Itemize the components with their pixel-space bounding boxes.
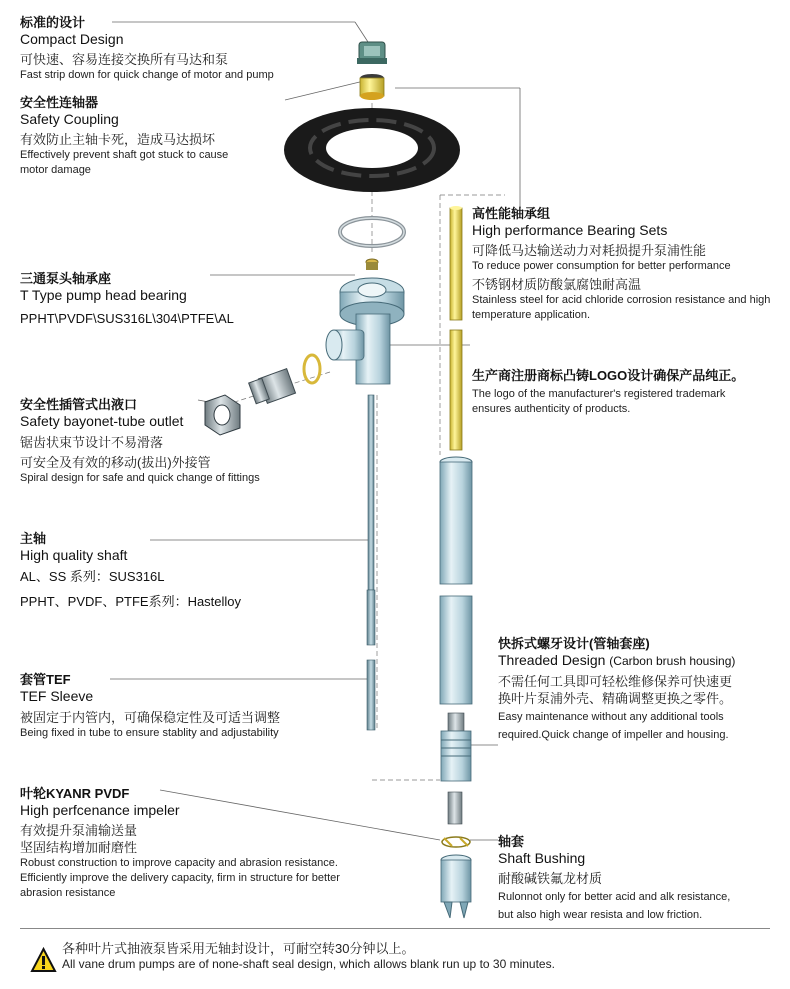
bayonet-desc-cn-2: 可安全及有效的移动(拔出)外接管 [20,455,211,470]
compact-desc-cn: 可快速、容易连接交换所有马达和泵 [20,52,229,67]
bushing-desc-en-1: Rulonnot only for better acid and alk resistance, [498,891,731,903]
shaft-title-cn: 主轴 [20,531,47,546]
logo-desc-en-1: The logo of the manufacturer's registered trademark [472,388,726,400]
bottom-pump-housing [441,855,471,918]
bushing-title-cn: 轴套 [498,834,525,849]
threaded-design-block [498,635,788,743]
threaded-desc-en-1: Easy maintenance without any additional tools [498,711,724,723]
compact-design-block [20,14,274,83]
impeller-desc-en-3: abrasion resistance [20,887,116,899]
threaded-title-en-line [498,652,788,670]
shaft-title-en: High quality shaft [20,547,128,563]
threaded-desc-cn-1: 不需任何工具即可轻松维修保养可快速更 [498,674,733,689]
t-type-block [20,270,234,327]
impeller-desc-en-2: Efficiently improve the delivery capacity, firm in structure for better [20,872,340,884]
gasket-ring [284,108,460,192]
bearing-desc-en-2b: temperature application. [472,309,591,321]
impeller-part [442,837,470,847]
bearing-title-en: High performance Bearing Sets [472,222,668,238]
bushing-title-en: Shaft Bushing [498,850,586,866]
compact-title-en: Compact Design [20,31,124,47]
footer-warning [62,940,555,972]
tpump-materials: PPHT\PVDF\SUS316L\304\PTFE\AL [20,311,234,326]
logo-desc-en-2: ensures authenticity of products. [472,403,631,415]
bayonet-desc-cn-1: 锯齿状束节设计不易滑落 [20,435,164,450]
outlet-o-ring [304,355,320,383]
bearing-sets-block [472,205,787,323]
bushing-desc-en-2: but also high wear resista and low friction. [498,909,703,921]
bayonet-outlet-block [20,396,260,486]
shaft-spec-1: AL、SS 系列：SUS316L [20,569,165,584]
bayonet-title-en: Safety bayonet-tube outlet [20,413,184,429]
warning-icon [32,949,55,971]
coupling-desc-cn: 有效防止主轴卡死，造成马达损坏 [20,132,216,147]
threaded-desc-cn-2: 换叶片泵浦外壳、精确调整更换之零件。 [498,691,733,706]
tef-sleeve-block [20,671,280,741]
footer-warning-cn: 各种叶片式抽液泵皆采用无轴封设计，可耐空转30分钟以上。 [62,941,415,956]
bearing-desc-en-2a: Stainless steel for acid chloride corrosion resistance and high [472,294,771,306]
compact-title-cn: 标准的设计 [20,15,86,30]
footer-warning-en: All vane drum pumps are of none-shaft seal design, which allows blank run up to 30 minutes. [62,957,555,971]
impeller-title-en: High perfcenance impeler [20,802,180,818]
coupling-desc-en-1: Effectively prevent shaft got stuck to cause [20,149,229,161]
bayonet-desc-en: Spiral design for safe and quick change of fittings [20,472,260,484]
threaded-housing [441,713,471,824]
bearing-desc-cn-2: 不锈钢材质防酸氯腐蚀耐高温 [472,277,642,292]
outer-tube [440,457,472,704]
bearing-title-cn: 高性能轴承组 [472,206,551,221]
sleeve-title-en: TEF Sleeve [20,688,94,704]
bearing-desc-cn-1: 可降低马达输送动力对耗损提升泵浦性能 [472,243,707,258]
impeller-desc-cn-2: 坚固结构增加耐磨性 [20,840,138,855]
impeller-desc-en-1: Robust construction to improve capacity and abrasion resistance. [20,857,338,869]
tpump-title-en: T Type pump head bearing [20,287,187,303]
threaded-desc-en-2: required.Quick change of impeller and housing. [498,729,729,741]
impeller-block [20,785,340,901]
impeller-title-cn: 叶轮KYANR PVDF [20,786,130,801]
shaft-bushing-block [498,833,788,923]
coupling-title-cn: 安全性连轴器 [20,95,99,110]
main-shaft [367,395,375,730]
main-shaft-block [20,530,241,610]
t-type-pump-head [326,278,404,384]
threaded-title-en-sub: (Carbon brush housing) [609,654,736,668]
coupling-title-en: Safety Coupling [20,111,119,127]
compact-desc-en: Fast strip down for quick change of motor and pump [20,69,274,81]
bearing-desc-en-1: To reduce power consumption for better performance [472,260,731,272]
logo-title-cn: 生产商注册商标凸铸LOGO设计确保产品纯正。 [472,368,745,383]
impeller-desc-cn-1: 有效提升泵浦输送量 [20,823,138,838]
tpump-title-cn: 三通泵头轴承座 [20,271,112,286]
bayonet-title-cn: 安全性插管式出液口 [20,397,138,412]
threaded-title-cn: 快拆式螺牙设计(管轴套座) [498,636,650,651]
safety-coupling-block [20,94,228,178]
sleeve-title-cn: 套管TEF [20,672,71,687]
small-bearing [366,259,378,270]
sleeve-desc-en: Being fixed in tube to ensure stablity and adjustability [20,727,279,739]
threaded-title-en: Threaded Design [498,652,606,668]
bushing-desc-cn: 耐酸碱铁氟龙材质 [498,871,603,886]
sleeve-desc-cn: 被固定于内管内，可确保稳定性及可适当调整 [20,710,281,725]
safety-coupling-part [360,74,384,100]
compact-design-nut [357,42,387,64]
shaft-spec-2: PPHT、PVDF、PTFE系列：Hastelloy [20,594,242,609]
footer-divider [20,928,770,929]
logo-block [472,367,787,417]
coupling-desc-en-2: motor damage [20,164,91,176]
bearing-tube [450,206,462,450]
